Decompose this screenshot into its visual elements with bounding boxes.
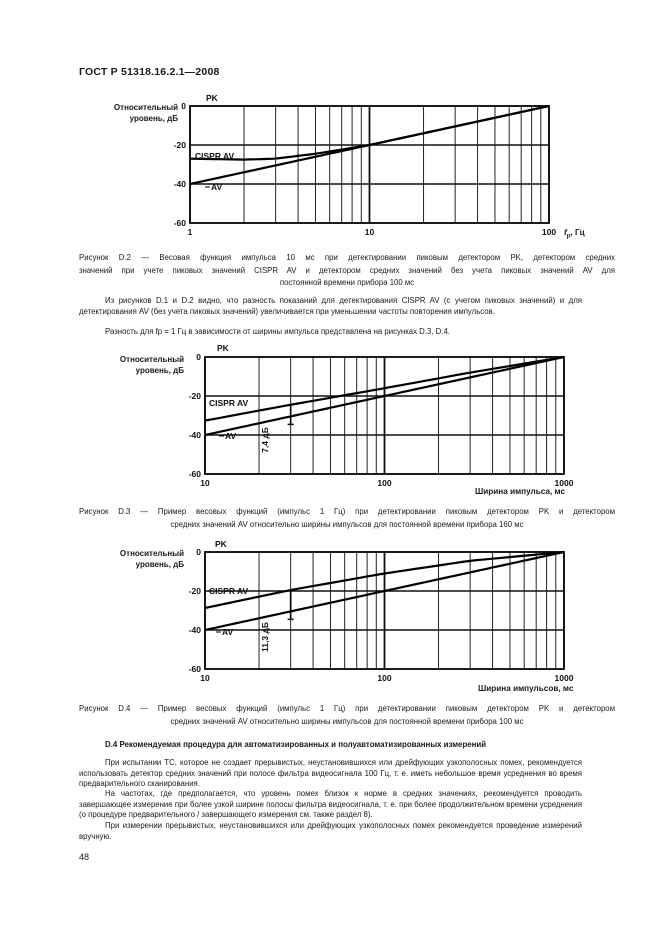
x-tick-label: 10	[200, 478, 210, 488]
y-tick-label: 0	[181, 101, 186, 111]
legend-label-av: AV	[211, 182, 223, 192]
legend-label-cispr: CISPR AV	[195, 151, 235, 161]
x-axis-label: Ширина импульсов, мс	[478, 684, 574, 693]
legend-label-pk: PK	[217, 343, 229, 353]
x-tick-label: 100	[377, 673, 392, 683]
paragraph: На частотах, где предполагается, что уровень помех близок к норме в средних значениях, рекомендуется проводить завершающее измерение при более узкой ширине полосы фильтра видеосигнала, т. е. при более продолжительном времени усреднения (о процедуре предварительного / завершающего измерения см. также раздел 8).	[79, 789, 582, 820]
y-tick-label: -60	[188, 469, 201, 479]
x-tick-label: 1000	[554, 478, 574, 488]
x-axis-label: $f_р$, Гц	[564, 228, 585, 240]
y-tick-label: 0	[196, 352, 201, 362]
y-axis-label: Относительный уровень, дБ	[119, 355, 184, 375]
x-tick-label: 1	[187, 227, 193, 237]
y-tick-label: -40	[188, 625, 201, 635]
y-tick-label: -60	[188, 664, 201, 674]
x-tick-label: 10	[200, 673, 210, 683]
x-tick-label: 1000	[554, 673, 574, 683]
y-tick-label: -20	[173, 140, 186, 150]
figure-caption: Рисунок D.2 — Весовая функция импульса 10 мс при детектировании пиковым детектором PK, детектором средних значений при учете пиковых значений CISPR AV и детектором средних значений без учета пиковых значений AV для постоянной времени прибора 100 мс	[79, 253, 615, 287]
legend-label-cispr: CISPR AV	[209, 586, 249, 596]
paragraph: Из рисунков D.1 и D.2 видно, что разность показаний для детектирования CISPR AV (с учетом пиковых значений) и для детектирования AV (без учета пиковых значений) увеличивается при уменьшении частоты повторения импульсов.	[79, 296, 582, 316]
legend-label-av: AV	[225, 431, 237, 441]
y-tick-label: -40	[173, 179, 186, 189]
x-tick-label: 10	[364, 227, 375, 237]
figure-caption: Рисунок D.3 — Пример весовых функций (импульс 1 Гц) при детектировании пиковым детектором PK и детектором средних значений AV относительно ширины импульсов для постоянной времени прибора 160 мс	[79, 507, 615, 529]
x-axis-label: Ширина импульса, мс	[475, 487, 566, 496]
page-number: 48	[79, 852, 90, 862]
y-axis-label: Относительный уровень, дБ	[113, 103, 178, 123]
legend-label-pk: PK	[206, 93, 218, 103]
paragraph: При испытании ТС, которое не создает прерывистых, неустановившихся или дрейфующих узкополосных помех, рекомендуется использовать детектор средних значений при полосе фильтра видеосигнала 100 Гц, т. е. иметь небольшое время усреднения во время предварительного сканирования.	[79, 758, 582, 789]
legend-label-av: AV	[222, 627, 234, 637]
y-tick-label: -20	[188, 391, 201, 401]
y-tick-label: -20	[188, 586, 201, 596]
x-tick-label: 100	[541, 227, 557, 237]
y-tick-label: -60	[173, 218, 186, 228]
legend-label-pk: PK	[215, 539, 227, 549]
figure-caption: Рисунок D.4 — Пример весовых функций (импульс 1 Гц) при детектировании пиковым детектором PK и детектором средних значений AV относительно ширины импульсов для постоянной времени прибора 100 мс	[79, 704, 615, 726]
x-tick-label: 100	[377, 478, 392, 488]
document-header: ГОСТ Р 51318.16.2.1—2008	[79, 66, 220, 78]
y-tick-label: -40	[188, 430, 201, 440]
section-title: D.4 Рекомендуемая процедура для автоматизированных и полуавтоматизированных измерений	[105, 740, 487, 749]
paragraph: При измерении прерывистых, неустановившихся или дрейфующих узкополосных помех рекомендуется проведение измерений вручную.	[79, 821, 582, 841]
difference-label: 11,3 дБ	[260, 622, 270, 652]
y-axis-label: Относительный уровень, дБ	[119, 549, 184, 569]
paragraph: Разность для fр = 1 Гц в зависимости от ширины импульса представлена на рисунках D.3, D.4.	[105, 327, 450, 336]
y-tick-label: 0	[196, 547, 201, 557]
legend-label-cispr: CISPR AV	[209, 398, 249, 408]
difference-label: 7,4 дБ	[260, 427, 270, 453]
